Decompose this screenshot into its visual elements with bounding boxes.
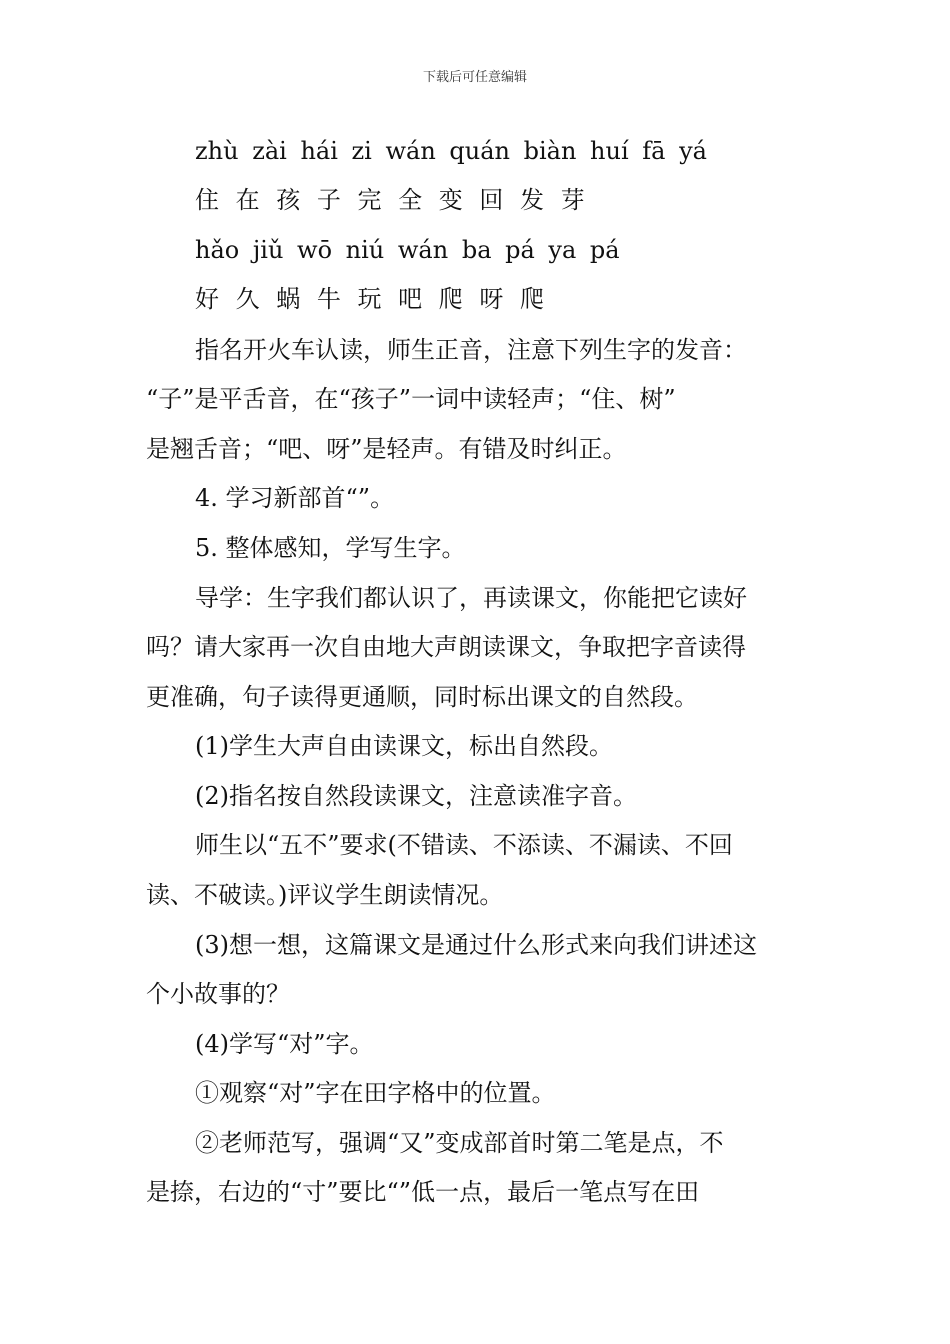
character-row: 好 久 蜗 牛 玩 吧 爬 呀 爬 [195, 285, 545, 313]
paragraph-line: (2)指名按自然段读课文，注意读准字音。 [195, 782, 637, 810]
paragraph-line: 4. 学习新部首“”。 [195, 484, 395, 512]
paragraph-line: (1)学生大声自由读课文，标出自然段。 [195, 732, 613, 760]
paragraph-line: ②老师范写，强调“又”变成部首时第二笔是点，不 [195, 1129, 724, 1157]
page-header: 下载后可任意编辑 [422, 70, 527, 85]
paragraph-line: 指名开火车认读，师生正音，注意下列生字的发音： [195, 336, 747, 364]
paragraph-line: 5. 整体感知，学写生字。 [195, 534, 466, 562]
paragraph-line: “子”是平舌音，在“孩子”一词中读轻声；“住、树” [146, 385, 676, 413]
paragraph-line: (4)学写“对”字。 [195, 1030, 374, 1058]
pinyin-row: zhù zài hái zi wán quán biàn huí fā yá [195, 137, 707, 165]
paragraph-line: 是翘舌音；“吧、呀”是轻声。有错及时纠正。 [146, 435, 627, 463]
paragraph-line: 读、不破读。)评议学生朗读情况。 [146, 881, 504, 909]
paragraph-line: 吗？请大家再一次自由地大声朗读课文，争取把字音读得 [146, 633, 746, 661]
paragraph-line: 师生以“五不”要求(不错读、不添读、不漏读、不回 [195, 831, 733, 859]
pinyin-row: hǎo jiǔ wō niú wán ba pá ya pá [195, 236, 620, 264]
character-row: 住 在 孩 子 完 全 变 回 发 芽 [195, 186, 585, 214]
paragraph-line: 个小故事的？ [146, 980, 290, 1008]
paragraph-line: (3)想一想，这篇课文是通过什么形式来向我们讲述这 [195, 931, 757, 959]
paragraph-line: 更准确，句子读得更通顺，同时标出课文的自然段。 [146, 683, 698, 711]
paragraph-line: 是捺，右边的“寸”要比“”低一点，最后一笔点写在田 [146, 1178, 700, 1206]
paragraph-line: 导学：生字我们都认识了，再读课文，你能把它读好 [195, 584, 747, 612]
paragraph-line: ①观察“对”字在田字格中的位置。 [195, 1079, 556, 1107]
